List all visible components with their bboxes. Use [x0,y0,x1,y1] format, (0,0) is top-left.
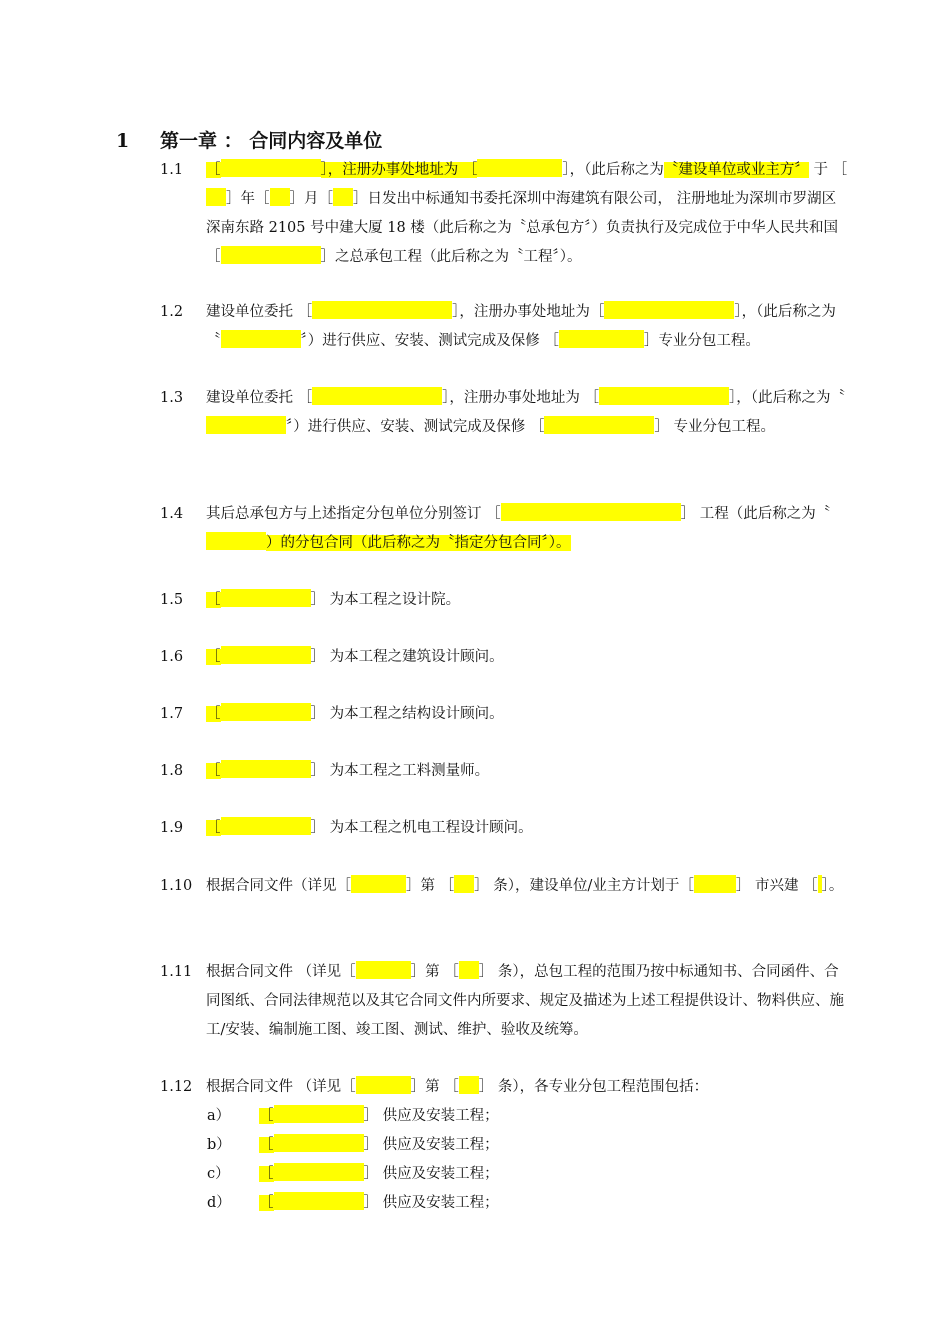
blank-field [221,159,321,177]
blank-field [477,159,562,177]
blank-field [454,875,474,893]
clause-body: 根据合同文件 （详见［ ］第 ［ ］ 条），各专业分包工程范围包括： [206,1073,850,1102]
clause-number: 1.11 [160,964,193,980]
clause-1-12 [160,1073,850,1102]
sub-item-b: b） ［ ］ 供应及安装工程； [207,1131,499,1160]
blank-field [559,330,644,348]
sub-item-a: a） ［ ］ 供应及安装工程； [207,1102,499,1131]
clause-1-10 [160,872,850,901]
blank-field [274,1192,364,1210]
sub-item-label: a） [207,1108,231,1124]
clause-body: ［ ］ 为本工程之结构设计顾问。 [206,700,850,729]
blank-field [221,589,311,607]
clause-number: 1.8 [160,763,184,779]
blank-field [312,301,452,319]
clause-number: 1.3 [160,390,184,406]
clause-body: ［ ］ 为本工程之设计院。 [206,586,850,615]
blank-field [459,1076,479,1094]
clause-number: 1.10 [160,878,193,894]
blank-field [221,646,311,664]
sub-item-label: d） [207,1195,231,1211]
blank-field [333,188,353,206]
blank-field [206,532,266,550]
clause-body: 建设单位委托 ［ ］，注册办事处地址为 ［ ］，（此后称之为〝〞）进行供应、安装、测试完成及保修 ［ ］ 专业分包工程。 [206,384,850,442]
sub-item-text: ］ 供应及安装工程； [363,1108,499,1124]
clause-1-2 [160,298,850,356]
clause-body: 其后总承包方与上述指定分包单位分别签订 ［ ］ 工程（此后称之为〝）的分包合同（此后称之为〝指定分包合同〞）。 [206,500,850,558]
blank-field [221,760,311,778]
clause-1-4 [160,500,850,558]
sub-item-text: ］ 供应及安装工程； [363,1166,499,1182]
clause-body: ［ ］ 为本工程之建筑设计顾问。 [206,643,850,672]
chapter-title: 第一章 ： 合同内容及单位 [160,130,383,152]
clause-number: 1.5 [160,592,184,608]
blank-field [351,875,406,893]
clause-body: 根据合同文件 （详见［ ］第 ［ ］ 条），总包工程的范围乃按中标通知书、合同函件、合同图纸、合同法律规范以及其它合同文件内所要求、规定及描述为上述工程提供设计、物料供应、施工/安装、编制施工图、竣工图、测试、维护、验收及统筹。 [206,958,850,1045]
clause-1-6 [160,643,850,672]
clause-body: 根据合同文件（详见［ ］第 ［ ］ 条），建设单位/业主方计划于［ ］ 市兴建 ［ ］。 [206,872,850,901]
clause-body: ［ ］ 为本工程之机电工程设计顾问。 [206,814,850,843]
clause-1-3 [160,384,850,442]
blank-field [221,246,321,264]
blank-field [270,188,290,206]
clause-1-5 [160,586,850,615]
blank-field [599,387,729,405]
blank-field [312,387,442,405]
clause-1-1 [160,156,850,272]
clause-body: ［ ］ 为本工程之工料测量师。 [206,757,850,786]
clause-number: 1.7 [160,706,184,722]
chapter-number: 1 [116,130,130,152]
sub-item-text: ］ 供应及安装工程； [363,1195,499,1211]
clause-1-11 [160,958,850,1045]
blank-field [221,817,311,835]
sub-item-c: c） ［ ］ 供应及安装工程； [207,1160,499,1189]
clause-body: 建设单位委托 ［ ］，注册办事处地址为［ ］，（此后称之为〝 〞）进行供应、安装、测试完成及保修 ［ ］专业分包工程。 [206,298,850,356]
blank-field [604,301,734,319]
defined-term: 〝建设单位或业主方〞 [663,162,809,178]
clause-number: 1.9 [160,820,184,836]
clause-number: 1.2 [160,304,184,320]
blank-field [206,188,226,206]
blank-field [459,961,479,979]
blank-field [356,1076,411,1094]
blank-field [501,503,681,521]
clause-number: 1.6 [160,649,184,665]
clause-number: 1.4 [160,506,184,522]
chapter-heading [116,126,382,153]
blank-field [274,1134,364,1152]
sub-item-label: b） [207,1137,231,1153]
blank-field [221,330,301,348]
sub-item-text: ］ 供应及安装工程； [363,1137,499,1153]
blank-field [274,1163,364,1181]
clause-body: ［ ］，注册办事处地址为 ［ ］，（此后称之为〝建设单位或业主方〞 于 ［］年［ ］月［ ］日发出中标通知书委托深圳中海建筑有限公司， 注册地址为深圳市罗湖区深南东路 2105 号中建大厦 18 楼（此后称之为〝总承包方〞）负责执行及完成位于中华人民共和国 ［ ］之总承包工程（此后称之为〝工程〞）。 [206,156,850,272]
clause-1-7 [160,700,850,729]
blank-field [221,703,311,721]
blank-field [206,416,286,434]
sub-item-label: c） [207,1166,230,1182]
clause-number: 1.1 [160,162,184,178]
blank-field [274,1105,364,1123]
clause-1-8 [160,757,850,786]
blank-field [694,875,736,893]
sub-item-d: d） ［ ］ 供应及安装工程； [207,1189,499,1218]
blank-field [356,961,411,979]
clause-1-9 [160,814,850,843]
blank-field [544,416,654,434]
clause-number: 1.12 [160,1079,193,1095]
